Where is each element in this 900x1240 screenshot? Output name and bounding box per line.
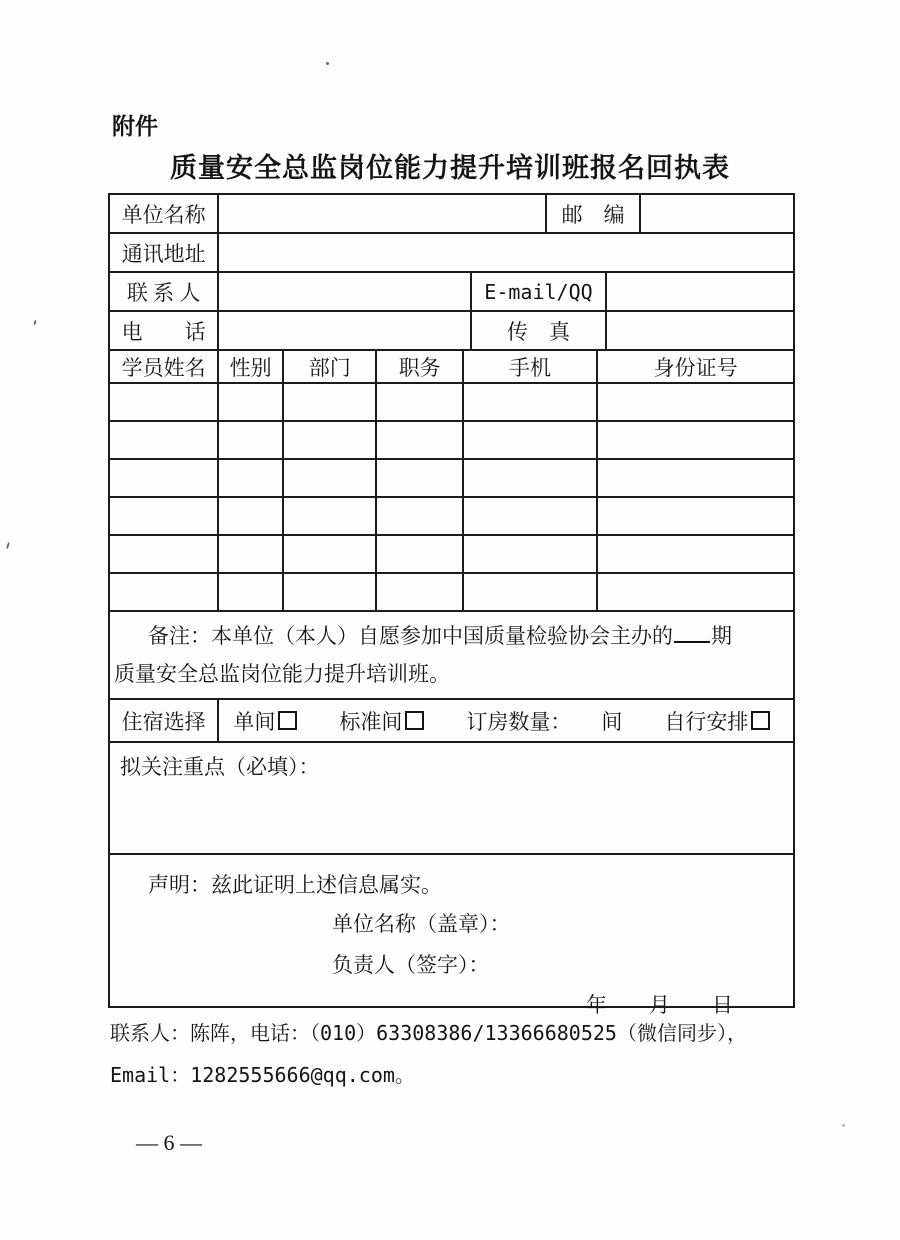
student-id-cell[interactable] (598, 574, 793, 610)
scan-artifact (326, 62, 329, 65)
student-position-cell[interactable] (377, 384, 464, 420)
student-id-cell[interactable] (598, 384, 793, 420)
declaration-box (108, 853, 795, 1017)
row-phone (110, 312, 793, 351)
address-input[interactable] (219, 234, 793, 271)
student-gender-cell[interactable] (219, 460, 284, 496)
student-mobile-cell[interactable] (464, 574, 598, 610)
row-contact (110, 273, 793, 312)
row-address (110, 234, 793, 273)
student-name-cell[interactable] (110, 384, 219, 420)
email-qq-input[interactable] (607, 273, 793, 310)
student-department-cell[interactable] (284, 536, 377, 572)
focus-input-area[interactable] (110, 743, 793, 853)
attachment-label: 附件 (112, 113, 158, 139)
student-name-cell[interactable] (110, 498, 219, 534)
scan-artifact (842, 1124, 845, 1127)
header-position: 职务 (377, 351, 464, 382)
student-row-4 (110, 498, 793, 536)
unit-name-label: 单位名称 (110, 195, 219, 232)
scan-artifact (6, 542, 10, 549)
student-gender-cell[interactable] (219, 384, 284, 420)
phone-input[interactable] (219, 312, 472, 349)
self-arrange-checkbox[interactable] (751, 711, 770, 730)
student-department-cell[interactable] (284, 460, 377, 496)
header-student-name: 学员姓名 (110, 351, 219, 382)
row-accommodation (110, 700, 793, 743)
page-title: 质量安全总监岗位能力提升培训班报名回执表 (170, 153, 730, 183)
unit-name-input[interactable] (219, 195, 547, 232)
postcode-label: 邮 编 (547, 195, 640, 232)
remark-text-after-blank: 期 (711, 624, 732, 648)
student-mobile-cell[interactable] (464, 422, 598, 458)
student-table-header (110, 351, 793, 384)
student-id-cell[interactable] (598, 422, 793, 458)
student-name-cell[interactable] (110, 422, 219, 458)
student-name-cell[interactable] (110, 574, 219, 610)
single-room-checkbox[interactable] (278, 711, 297, 730)
row-remark (110, 612, 793, 700)
student-row-1 (110, 384, 793, 422)
email-qq-label: E-mail/QQ (472, 273, 607, 310)
contact-input[interactable] (219, 273, 472, 310)
student-department-cell[interactable] (284, 384, 377, 420)
remark-session-blank[interactable] (674, 623, 710, 643)
remark-label: 备注： (148, 624, 211, 648)
standard-room-label: 标准间 (339, 709, 403, 734)
student-gender-cell[interactable] (219, 422, 284, 458)
phone-label: 电 话 (110, 312, 219, 349)
student-department-cell[interactable] (284, 498, 377, 534)
student-department-cell[interactable] (284, 574, 377, 610)
student-position-cell[interactable] (377, 574, 464, 610)
single-room-label: 单间 (233, 709, 276, 734)
header-mobile: 手机 (464, 351, 598, 382)
row-focus (110, 743, 793, 853)
student-department-cell[interactable] (284, 422, 377, 458)
footer-email-line: Email：1282555666@qq.com。 (110, 1063, 415, 1087)
student-id-cell[interactable] (598, 536, 793, 572)
student-name-cell[interactable] (110, 460, 219, 496)
accommodation-label: 住宿选择 (110, 700, 219, 741)
student-mobile-cell[interactable] (464, 460, 598, 496)
student-row-3 (110, 460, 793, 498)
room-quantity-unit: 间 (601, 709, 623, 734)
fax-label: 传 真 (472, 312, 607, 349)
student-gender-cell[interactable] (219, 498, 284, 534)
row-unit-name (110, 195, 793, 234)
declaration-statement: 声明：兹此证明上述信息属实。 (148, 873, 442, 897)
address-label: 通讯地址 (110, 234, 219, 271)
postcode-input[interactable] (641, 195, 793, 232)
student-name-cell[interactable] (110, 536, 219, 572)
student-mobile-cell[interactable] (464, 536, 598, 572)
student-position-cell[interactable] (377, 422, 464, 458)
student-row-5 (110, 536, 793, 574)
header-gender: 性别 (219, 351, 284, 382)
student-row-6 (110, 574, 793, 612)
student-row-2 (110, 422, 793, 460)
date-line: 年 月 日 (586, 993, 733, 1017)
student-position-cell[interactable] (377, 498, 464, 534)
fax-input[interactable] (607, 312, 793, 349)
focus-label: 拟关注重点（必填）： (120, 755, 320, 779)
student-mobile-cell[interactable] (464, 498, 598, 534)
responsible-sign-label: 负责人（签字）： (332, 953, 490, 977)
accommodation-options (219, 700, 793, 741)
remark-text (110, 612, 793, 698)
student-id-cell[interactable] (598, 498, 793, 534)
scan-artifact (33, 320, 36, 325)
student-position-cell[interactable] (377, 460, 464, 496)
student-gender-cell[interactable] (219, 574, 284, 610)
footer-contact-line: 联系人：陈阵，电话：（010）63308386/13366680525（微信同步）， (110, 1021, 747, 1045)
student-position-cell[interactable] (377, 536, 464, 572)
self-arrange-label: 自行安排 (664, 709, 749, 734)
remark-text-before-blank: 本单位（本人）自愿参加中国质量检验协会主办的 (211, 624, 673, 648)
remark-line2: 质量安全总监岗位能力提升培训班。 (114, 662, 450, 686)
footer-contact (110, 1012, 800, 1096)
student-id-cell[interactable] (598, 460, 793, 496)
contact-label: 联 系 人 (110, 273, 219, 310)
student-mobile-cell[interactable] (464, 384, 598, 420)
standard-room-checkbox[interactable] (405, 711, 424, 730)
header-id-number: 身份证号 (653, 355, 738, 380)
student-gender-cell[interactable] (219, 536, 284, 572)
registration-form-table (108, 193, 795, 855)
remark-line1 (114, 617, 783, 655)
unit-seal-label: 单位名称（盖章）： (332, 912, 511, 936)
page-number: — 6 — (136, 1130, 202, 1155)
header-department: 部门 (284, 351, 377, 382)
room-quantity-label: 订房数量： (466, 709, 572, 734)
